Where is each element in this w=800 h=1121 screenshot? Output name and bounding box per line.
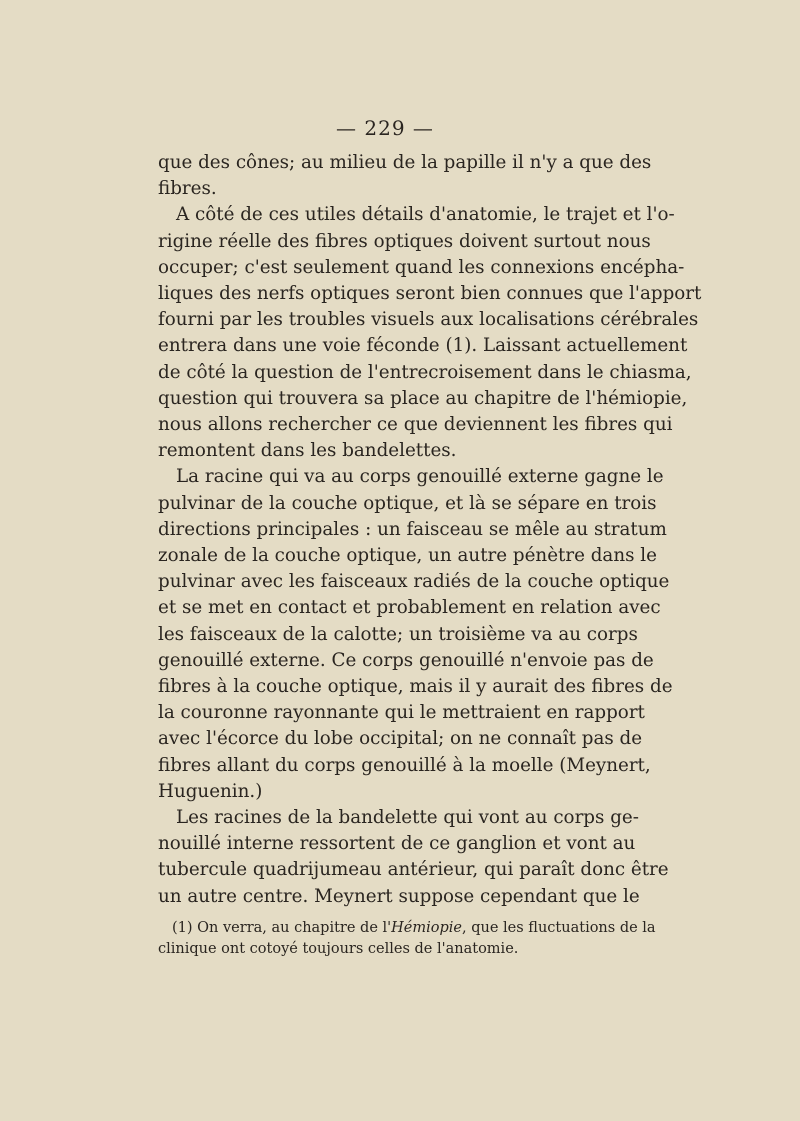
text-line: un autre centre. Meynert suppose cependant que le [158, 885, 640, 907]
paragraph-2 [158, 202, 702, 464]
text-line: fibres. [158, 178, 217, 200]
text-line: remontent dans les bandelettes. [158, 440, 457, 462]
text-line: rigine réelle des fibres optiques doivent surtout nous [158, 230, 651, 252]
text-line: et se met en contact et probablement en relation avec [158, 597, 661, 619]
text-line: question qui trouvera sa place au chapitre de l'hémiopie, [158, 387, 688, 409]
text-line: A côté de ces utiles détails d'anatomie, le trajet et l'o- [176, 204, 675, 226]
paragraph-3 [158, 464, 673, 805]
text-line: genouillé externe. Ce corps genouillé n'envoie pas de [158, 649, 654, 671]
page-number: — 229 — [336, 116, 434, 140]
text-line: entrera dans une voie féconde (1). Laissant actuellement [158, 335, 688, 357]
footnote-text: (1) On verra, au chapitre de l' [172, 920, 392, 936]
text-line: Huguenin.) [158, 780, 263, 802]
paragraph-1 [158, 150, 652, 202]
body-text [158, 150, 702, 910]
text-line: fourni par les troubles visuels aux localisations cérébrales [158, 309, 699, 331]
text-line: Les racines de la bandelette qui vont au corps ge- [176, 807, 639, 829]
text-line: zonale de la couche optique, un autre pénètre dans le [158, 545, 657, 567]
footnote-line [158, 918, 656, 939]
text-line: tubercule quadrijumeau antérieur, qui paraît donc être [158, 859, 669, 881]
text-line: nous allons rechercher ce que deviennent les fibres qui [158, 414, 673, 436]
footnote-line: clinique ont cotoyé toujours celles de l'anatomie. [158, 941, 519, 957]
text-line: avec l'écorce du lobe occipital; on ne connaît pas de [158, 728, 643, 750]
text-line: La racine qui va au corps genouillé externe gagne le [176, 466, 664, 488]
text-line: liques des nerfs optiques seront bien connues que l'apport [158, 283, 702, 305]
text-line: que des cônes; au milieu de la papille il n'y a que des [158, 152, 652, 173]
text-line: directions principales : un faisceau se mêle au stratum [158, 518, 667, 540]
footnote [158, 918, 656, 960]
text-line: la couronne rayonnante qui le mettraient en rapport [158, 702, 645, 724]
text-line: nouillé interne ressortent de ce ganglion et vont au [158, 833, 636, 855]
footnote-text: , que les fluctuations de la [462, 920, 656, 936]
text-line: occuper; c'est seulement quand les connexions encépha- [158, 256, 685, 278]
paragraph-4 [158, 805, 669, 910]
text-line: les faisceaux de la calotte; un troisième va au corps [158, 623, 638, 645]
text-line: fibres allant du corps genouillé à la moelle (Meynert, [158, 754, 651, 776]
footnote-italic: Hémiopie [391, 920, 462, 936]
text-line: de côté la question de l'entrecroisement dans le chiasma, [158, 361, 692, 383]
text-line: pulvinar avec les faisceaux radiés de la couche optique [158, 571, 670, 593]
text-line: pulvinar de la couche optique, et là se sépare en trois [158, 492, 657, 514]
text-line: fibres à la couche optique, mais il y aurait des fibres de [158, 676, 673, 698]
